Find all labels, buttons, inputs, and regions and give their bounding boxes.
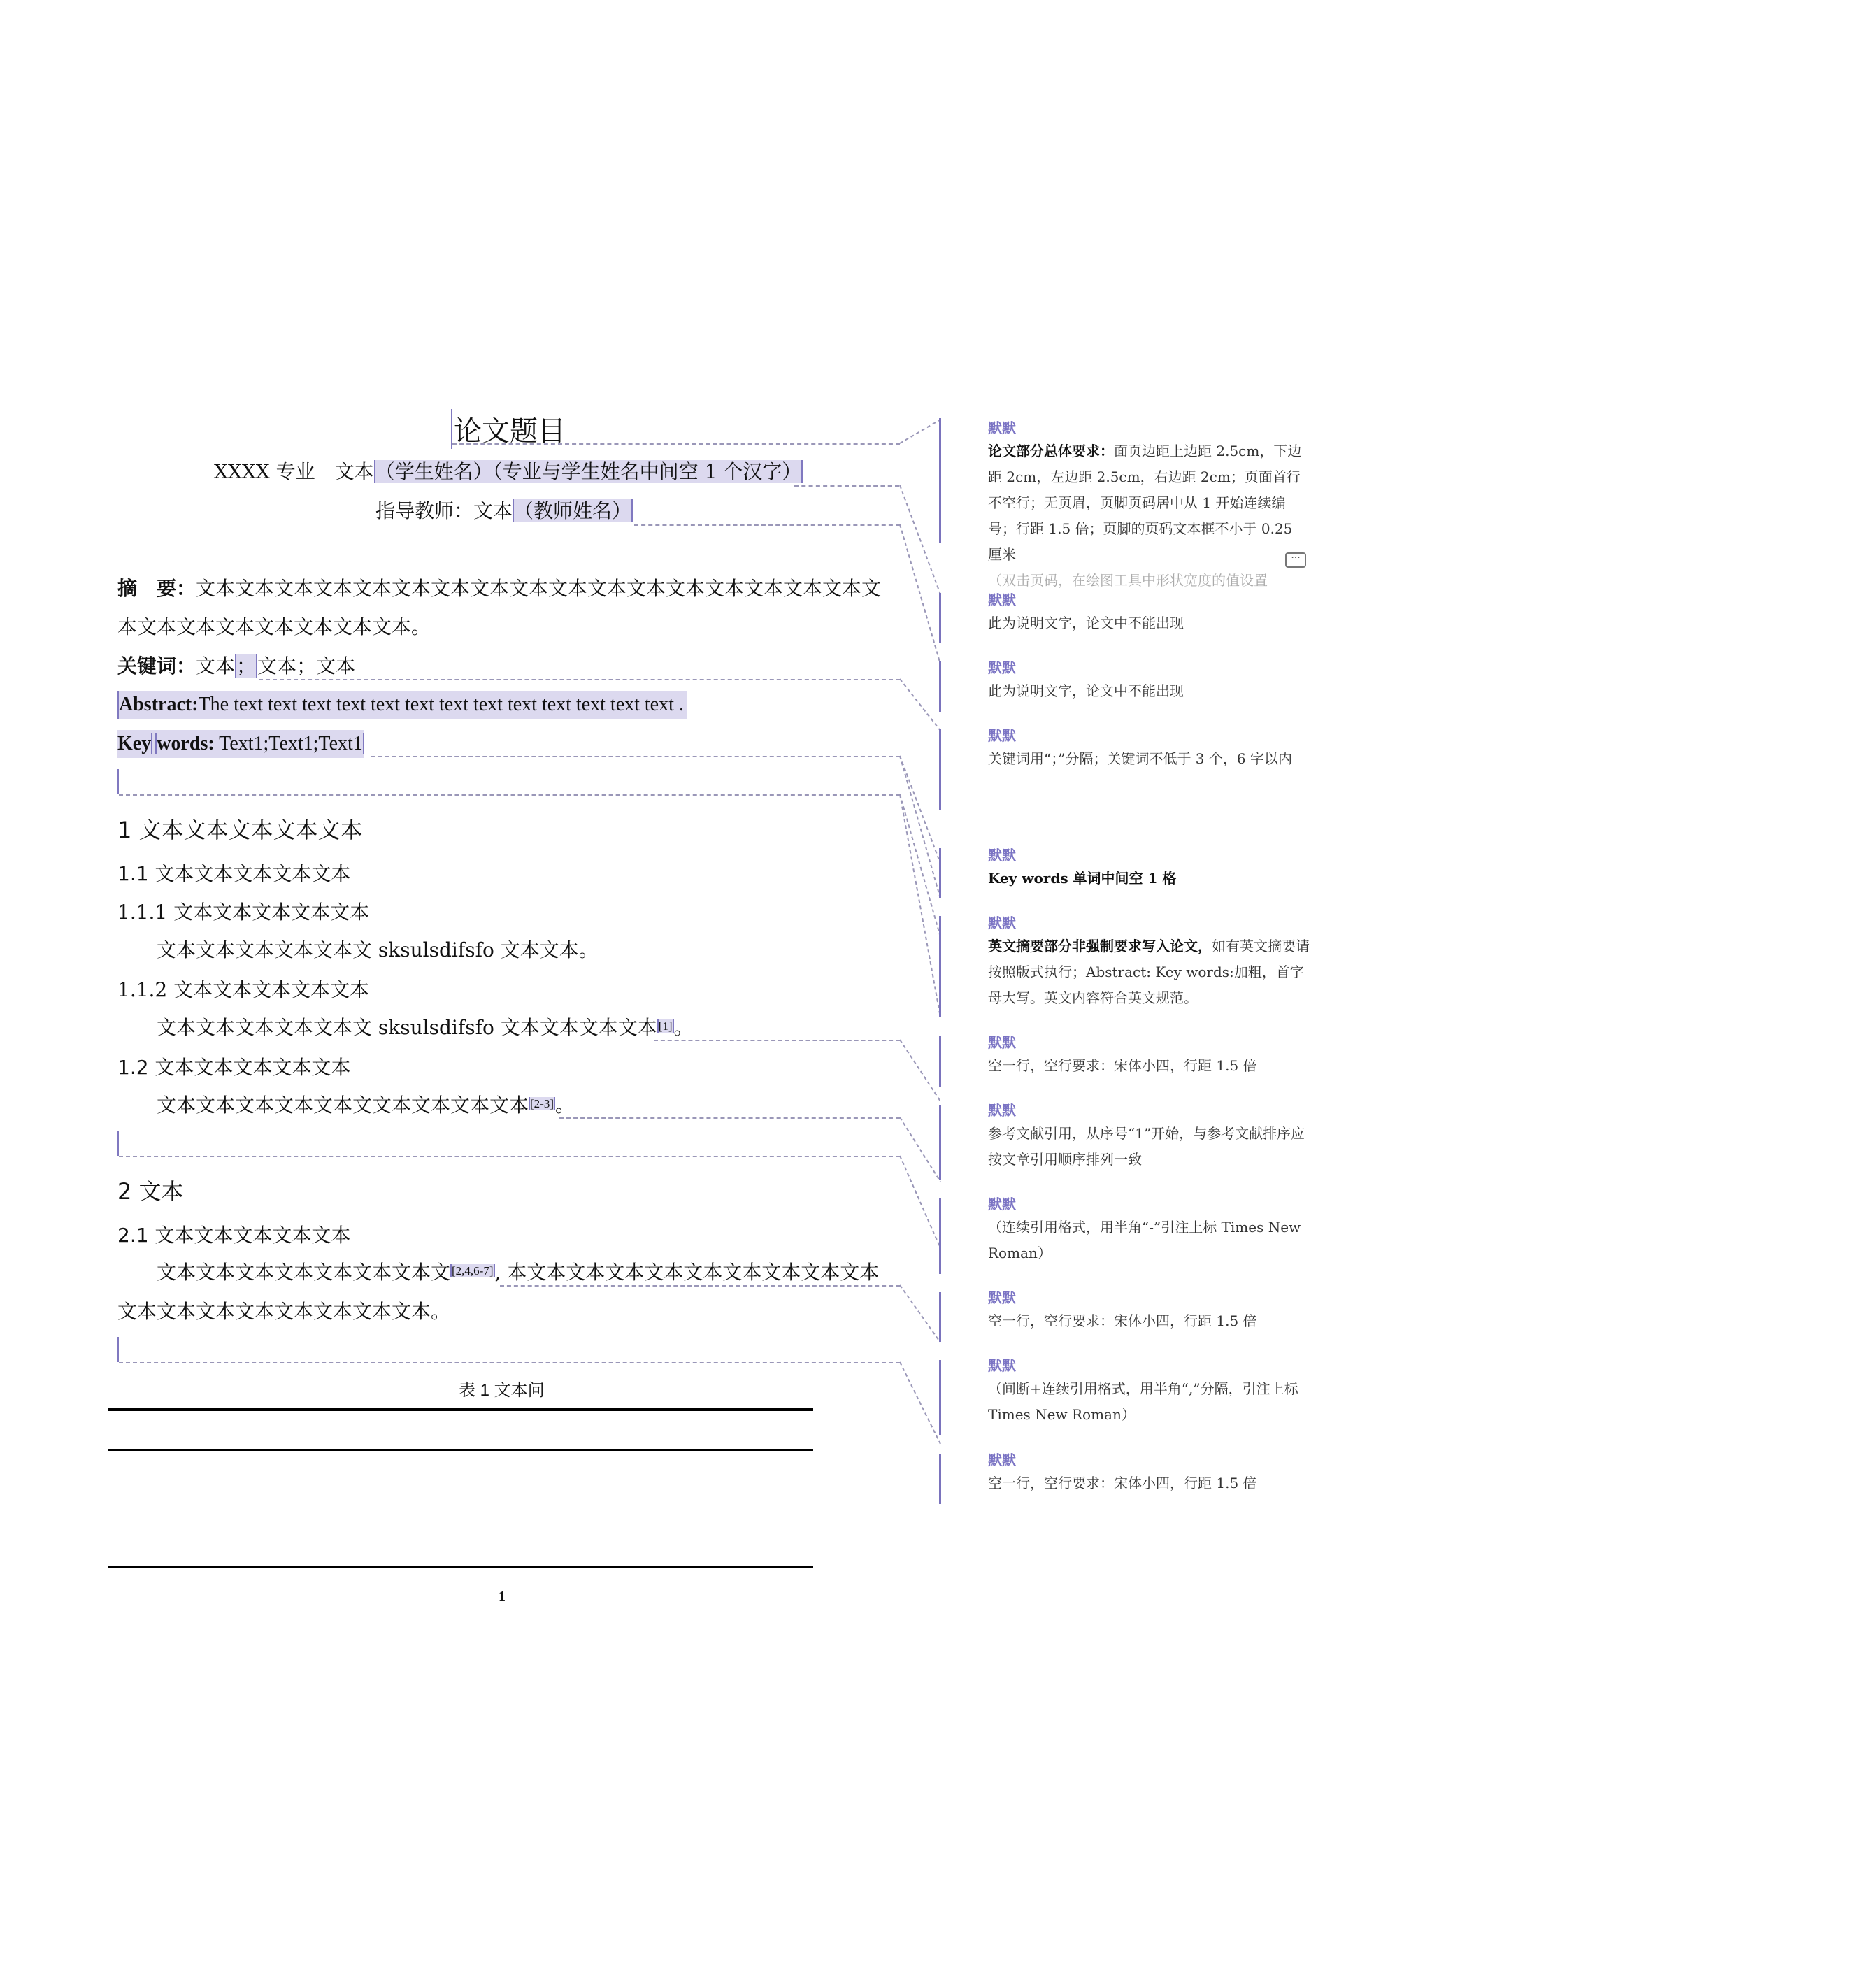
keyword-separator: ；: [296, 654, 317, 678]
comment-text: 面页边距上边距 2.5cm，下边距 2cm，左边距 2.5cm，右边距 2cm；页面首行不空行；无页眉，页脚页码居中从 1 开始连续编号；行距 1.5 倍；页脚的页码文本框不小于 0.25 厘米: [988, 443, 1302, 563]
keyword-separator-highlight[interactable]: ；: [236, 654, 257, 678]
keywords-en-words: words:: [157, 733, 215, 754]
comment-bar: [939, 848, 941, 898]
comment-card[interactable]: [988, 1194, 1310, 1266]
comment-card[interactable]: [988, 1287, 1310, 1334]
abstract-en-text: The text text text text text text text text text text text text text .: [198, 694, 684, 715]
abstract-text-line1: 文本文本文本文本文本文本文本文本文本文本文本文本文本文本文本文本文本文: [196, 577, 882, 600]
comment-text: （间断+连续引用格式，用半角“,”分隔，引注上标 Times New Roman）: [988, 1380, 1298, 1423]
abstract-cn-line2: 本文本文本文本文本文本文本文本。: [117, 615, 431, 638]
paragraph-end: 。: [673, 1016, 694, 1039]
student-name-hint[interactable]: （学生姓名）（专业与学生姓名中间空 1 个汉字）: [375, 460, 802, 483]
comment-text: （连续引用格式，用半角“-”引注上标 Times New Roman）: [988, 1219, 1301, 1261]
citation-2-4-6-7[interactable]: [2,4,6-7]: [452, 1264, 494, 1277]
keyword-2: 文本: [257, 654, 297, 678]
comment-bar: [939, 418, 941, 543]
comment-author: 默默: [988, 915, 1016, 931]
heading-2-1-2: 1.2 文本文本文本文本文本: [117, 1056, 351, 1079]
comment-bar: [939, 1292, 941, 1342]
comment-card[interactable]: [988, 657, 1310, 704]
comment-card[interactable]: [988, 912, 1310, 1011]
keywords-en-text: Text1;Text1;Text1: [214, 733, 363, 754]
comment-bold-text: 论文部分总体要求：: [988, 443, 1114, 459]
paragraph-text-cont: , 本文本文本文本文本文本文本文本文本文本: [494, 1261, 880, 1284]
comment-author: 默默: [988, 1452, 1016, 1468]
paragraph-1-1-1: 文本文本文本文本文本文 sksulsdifsfo 文本文本。: [157, 938, 599, 961]
keyword-1: 文本: [196, 654, 236, 678]
more-options-button[interactable]: ···: [1285, 552, 1306, 568]
comment-card[interactable]: [988, 589, 1310, 636]
comment-overflow-text: （双击页码，在绘图工具中形状宽度的值设置: [988, 572, 1268, 589]
heading-2-1-1: 1.1 文本文本文本文本文本: [117, 862, 351, 885]
citation-2-3[interactable]: [2-3]: [530, 1097, 554, 1110]
paragraph-text: 文本文本文本文本文本文文本文本文本文本: [157, 1094, 529, 1117]
comment-bar: [939, 916, 941, 1017]
comment-text: 如有英文摘要请按照版式执行；Abstract: Key words:加粗，首字母大写。英文内容符合英文规范。: [988, 938, 1310, 1006]
heading-3-1-1-2: 1.1.2 文本文本文本文本文本: [117, 978, 370, 1001]
comment-author: 默默: [988, 1289, 1016, 1306]
comment-bar: [939, 1036, 941, 1087]
citation-1[interactable]: [1]: [658, 1019, 673, 1033]
comment-text: 此为说明文字，论文中不能出现: [988, 682, 1184, 699]
heading-2-2-1: 2.1 文本文本文本文本文本: [117, 1224, 351, 1247]
comment-bar: [939, 593, 941, 643]
heading-3-1-1-1: 1.1.1 文本文本文本文本文本: [117, 901, 370, 924]
comment-bar: [939, 1105, 941, 1180]
comment-text: 空一行，空行要求：宋体小四，行距 1.5 倍: [988, 1312, 1257, 1329]
comment-card[interactable]: [988, 845, 1310, 892]
keyword-3: 文本: [316, 654, 356, 678]
heading-1-1: 1 文本文本文本文本文本: [117, 817, 363, 843]
comment-card[interactable]: [988, 1032, 1310, 1079]
paragraph-end: 。: [555, 1094, 575, 1117]
comment-author: 默默: [988, 1196, 1016, 1212]
comment-card[interactable]: [988, 1449, 1310, 1496]
student-name-text: 文本: [334, 460, 374, 483]
advisor-label: 指导教师：文本: [375, 499, 513, 522]
comment-author: 默默: [988, 1102, 1016, 1119]
comment-text: 参考文献引用，从序号“1”开始，与参考文献排序应按文章引用顺序排列一致: [988, 1125, 1305, 1168]
comment-text: 此为说明文字，论文中不能出现: [988, 615, 1184, 631]
major-text: XXXX 专业: [214, 460, 315, 483]
advisor-name-hint[interactable]: （教师姓名）: [514, 499, 632, 522]
abstract-label: 摘 要：: [117, 577, 196, 600]
paragraph-text: 文本文本文本文本文本文 sksulsdifsfo 文本文本文本文本: [157, 1016, 657, 1039]
comment-text: 关键词用“；”分隔；关键词不低于 3 个，6 字以内: [988, 750, 1292, 767]
comment-card[interactable]: [988, 1100, 1310, 1173]
page-title[interactable]: 论文题目: [451, 409, 566, 449]
comment-author: 默默: [988, 1357, 1016, 1374]
comment-bar: [939, 1360, 941, 1435]
keywords-en-key: Key: [117, 733, 152, 754]
paragraph-text: 文本文本文本文本文本文本文本文: [157, 1261, 451, 1284]
comment-card[interactable]: [988, 1355, 1310, 1428]
comment-text: 空一行，空行要求：宋体小四，行距 1.5 倍: [988, 1057, 1257, 1074]
comment-author: 默默: [988, 1034, 1016, 1051]
paragraph-2-1-line2: 文本文本文本文本文本文本文本文本。: [117, 1300, 451, 1323]
comment-author: 默默: [988, 592, 1016, 608]
abstract-en-label: Abstract:: [119, 694, 199, 715]
heading-1-2: 2 文本: [117, 1178, 184, 1205]
comment-text: 空一行，空行要求：宋体小四，行距 1.5 倍: [988, 1475, 1257, 1491]
comment-bold-text: Key words 单词中间空 1 格: [988, 870, 1177, 887]
comment-author: 默默: [988, 420, 1016, 436]
comment-bar: [939, 1198, 941, 1274]
comment-author: 默默: [988, 659, 1016, 676]
page-number: 1: [499, 1589, 506, 1604]
keywords-label: 关键词：: [117, 654, 196, 678]
comment-bar: [939, 729, 941, 810]
table-caption: 表 1 文本问: [459, 1381, 545, 1400]
comment-bar: [939, 661, 941, 712]
comment-bold-text: 英文摘要部分非强制要求写入论文，: [988, 938, 1212, 954]
comment-author: 默默: [988, 847, 1016, 864]
comment-author: 默默: [988, 727, 1016, 744]
comment-bar: [939, 1454, 941, 1504]
comment-card[interactable]: [988, 417, 1310, 589]
comment-card[interactable]: [988, 725, 1310, 772]
